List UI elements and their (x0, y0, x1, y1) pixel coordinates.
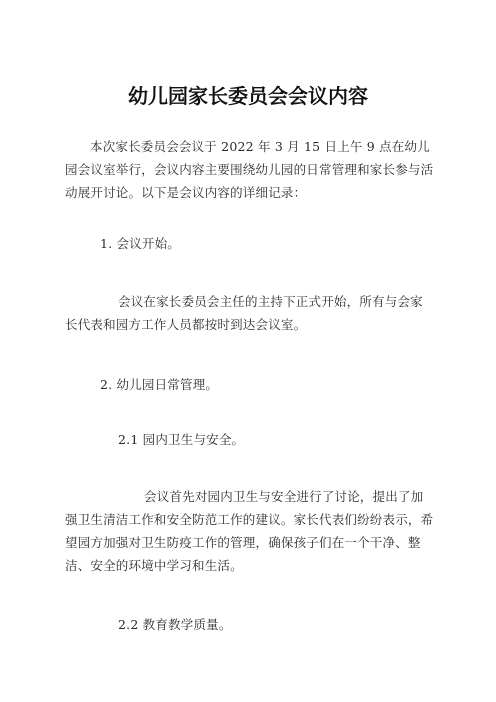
section-2-heading: 2. 幼儿园日常管理。 (100, 377, 219, 392)
subsection-2-2-heading: 2.2 教育教学质量。 (118, 617, 232, 632)
document-title: 幼儿园家长委员会会议内容 (128, 84, 368, 108)
section-1-paragraph: 会议在家长委员会主任的主持下正式开始，所有与会家长代表和园方工作人员都按时到达会议室。 (65, 294, 423, 332)
intro-paragraph: 本次家长委员会会议于 2022 年 3 月 15 日上午 9 点在幼儿园会议室举行，会议内容主要围绕幼儿园的日常管理和家长参与活动展开讨论。以下是会议内容的详细记录： (65, 139, 434, 200)
subsection-2-1-paragraph: 会议首先对园内卫生与安全进行了讨论，提出了加强卫生清洁工作和安全防范工作的建议。家长代表们纷纷表示，希望园方加强对卫生防疫工作的管理，确保孩子们在一个干净、整洁、安全的环境中学习和生活。 (65, 489, 434, 573)
subsection-2-1-heading: 2.1 园内卫生与安全。 (118, 432, 245, 447)
section-1-heading: 1. 会议开始。 (100, 236, 180, 251)
